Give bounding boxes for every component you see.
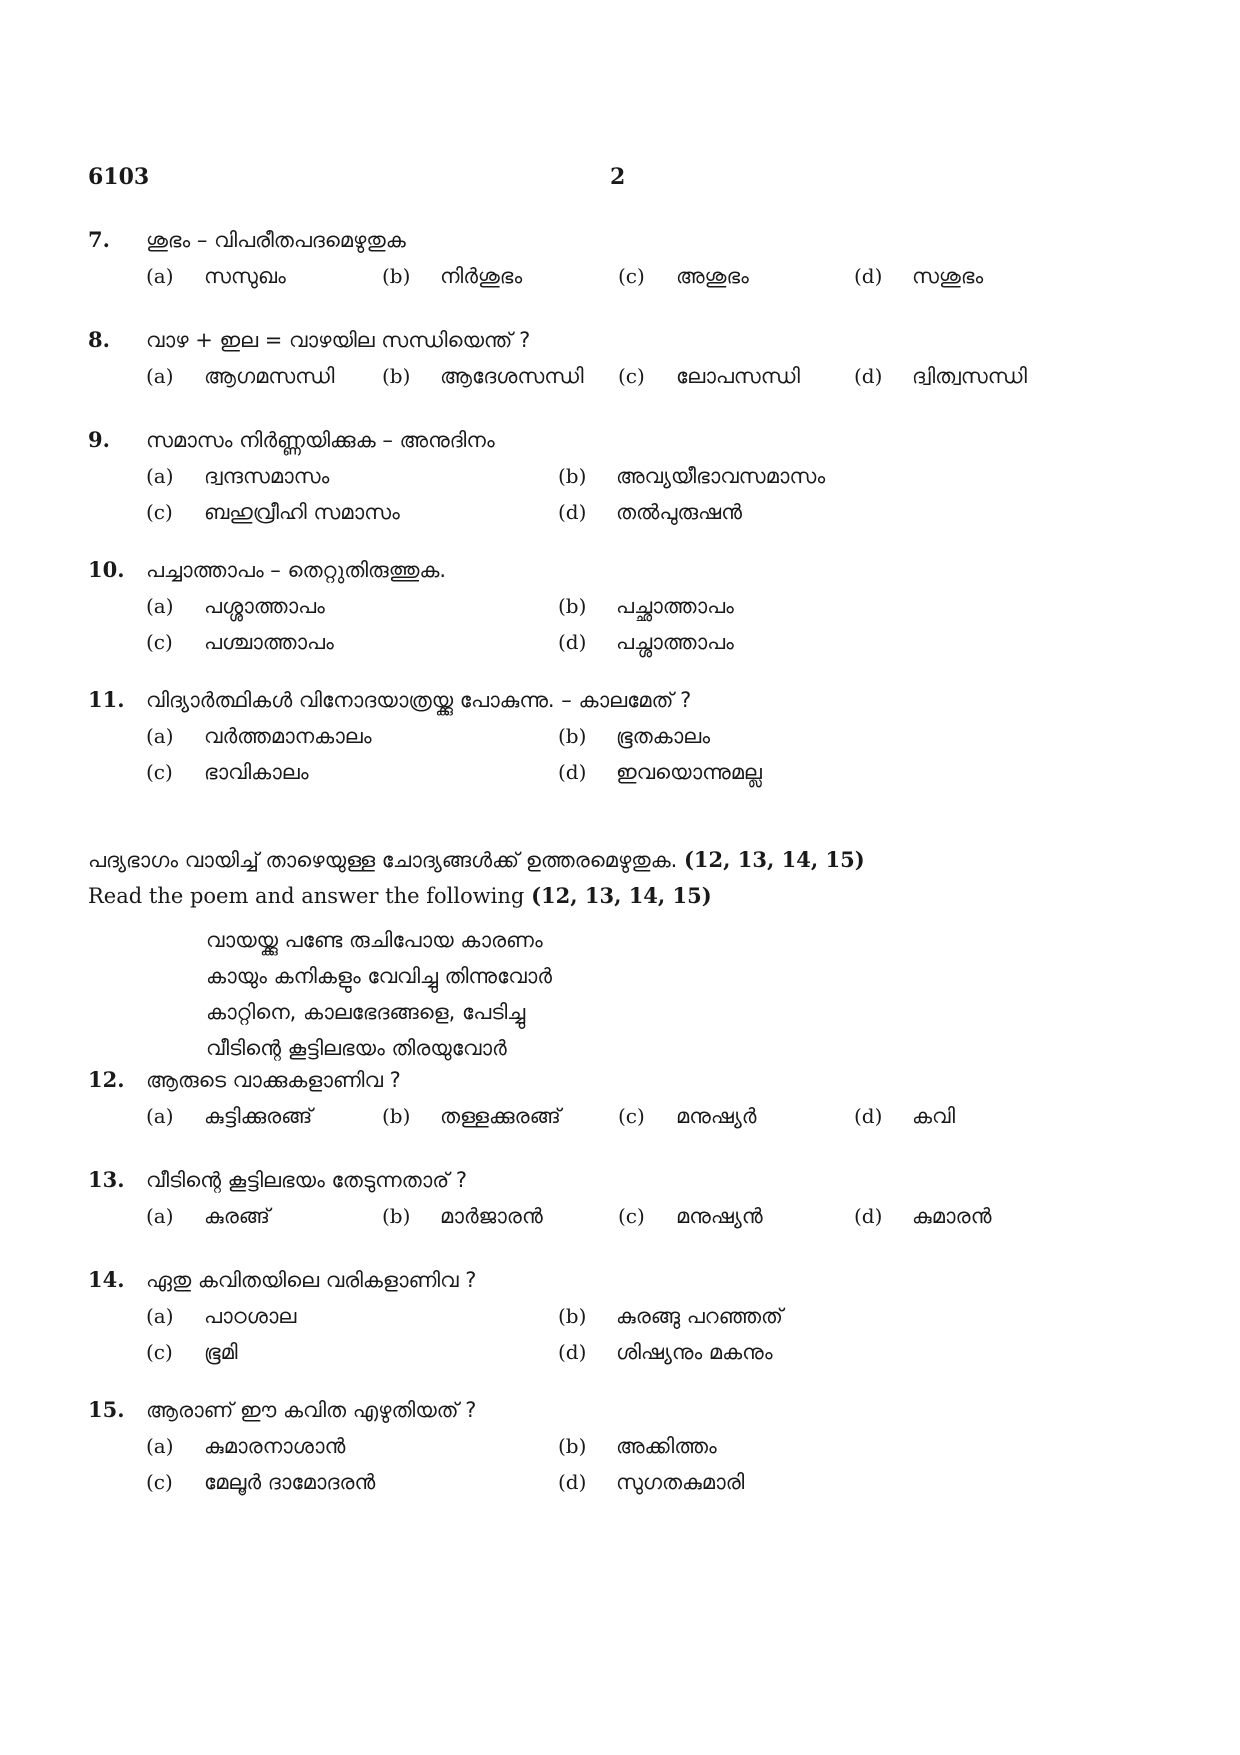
option-text: കുട്ടിക്കുരങ്ങ് <box>204 1104 313 1128</box>
option-label: (d) <box>558 760 587 784</box>
option-label: (a) <box>146 264 174 288</box>
answer-option <box>146 258 286 294</box>
page-number: 2 <box>610 164 626 190</box>
option-text: തൽപുരുഷൻ <box>616 500 742 524</box>
option-text: ആദേശസന്ധി <box>440 364 584 388</box>
instruction-ml-refs: (12, 13, 14, 15) <box>684 847 865 872</box>
option-label: (b) <box>382 1204 411 1228</box>
question-number: 10. <box>88 557 125 582</box>
question-7 <box>88 222 1168 294</box>
answer-option <box>146 1334 238 1370</box>
question-text: ആരാണ് ഈ കവിത എഴുതിയത് ? <box>146 1398 477 1422</box>
options-row <box>88 358 1168 394</box>
option-text: കുരങ്ങ് <box>204 1204 270 1228</box>
option-label: (a) <box>146 464 174 488</box>
option-label: (d) <box>854 264 883 288</box>
question-text: പച്ചാത്താപം – തെറ്റുതിരുത്തുക. <box>146 558 447 582</box>
option-text: ഭൂമി <box>204 1340 238 1364</box>
paper-code: 6103 <box>88 164 150 190</box>
option-text: അക്കിത്തം <box>616 1434 717 1458</box>
option-text: പച്ശാത്താപം <box>616 630 734 654</box>
question-11 <box>88 682 1168 790</box>
option-label: (b) <box>558 594 587 618</box>
question-9 <box>88 422 1168 530</box>
option-label: (c) <box>146 500 173 524</box>
option-label: (a) <box>146 724 174 748</box>
instruction-ml-text: പദ്യഭാഗം വായിച്ച് താഴെയുള്ള ചോദ്യങ്ങൾക്ക് ഉത്തരമെഴുതുക. <box>88 848 678 872</box>
instruction-en-refs: (12, 13, 14, 15) <box>531 883 712 908</box>
poem-line: വീടിന്റെ കൂട്ടിലഭയം തിരയുവോർ <box>206 1036 507 1060</box>
answer-option <box>854 1098 955 1134</box>
answer-option <box>618 258 749 294</box>
answer-option <box>146 624 334 660</box>
option-label: (a) <box>146 594 174 618</box>
option-label: (d) <box>854 1104 883 1128</box>
option-text: അശുഭം <box>676 264 749 288</box>
answer-option <box>146 1098 312 1134</box>
option-text: ഇവയൊന്നുമല്ല <box>616 760 762 784</box>
instruction-malayalam <box>88 842 865 878</box>
options-row <box>88 458 1168 494</box>
poem-excerpt <box>206 922 552 1066</box>
option-label: (b) <box>382 264 411 288</box>
question-number: 15. <box>88 1397 125 1422</box>
answer-option <box>854 1198 991 1234</box>
option-text: പച്ഛാത്താപം <box>616 594 734 618</box>
option-label: (b) <box>558 1304 587 1328</box>
answer-option <box>558 1334 773 1370</box>
options-row <box>88 494 1168 530</box>
answer-option <box>558 1428 717 1464</box>
answer-option <box>146 718 372 754</box>
answer-option <box>558 718 710 754</box>
options-row <box>88 1198 1168 1234</box>
option-text: ദ്വന്ദസമാസം <box>204 464 330 488</box>
option-text: കുമാരനാശാൻ <box>204 1434 346 1458</box>
option-text: പാഠശാല <box>204 1304 297 1328</box>
answer-option <box>618 358 800 394</box>
answer-option <box>558 588 734 624</box>
question-number: 7. <box>88 227 110 252</box>
options-row <box>88 718 1168 754</box>
option-label: (d) <box>558 630 587 654</box>
option-text: ഭൂതകാലം <box>616 724 711 748</box>
question-13 <box>88 1162 1168 1234</box>
option-label: (d) <box>558 1340 587 1364</box>
option-label: (c) <box>618 364 645 388</box>
option-label: (c) <box>618 1204 645 1228</box>
options-row <box>88 1334 1168 1370</box>
answer-option <box>558 1464 744 1500</box>
option-text: വർത്തമാനകാലം <box>204 724 372 748</box>
options-row <box>88 624 1168 660</box>
option-text: മനുഷ്യർ <box>676 1104 757 1128</box>
option-label: (b) <box>558 464 587 488</box>
option-text: ലോപസന്ധി <box>676 364 800 388</box>
question-12 <box>88 1062 1168 1134</box>
option-text: മേലൂർ ദാമോദരൻ <box>204 1470 376 1494</box>
question-text: ആരുടെ വാക്കുകളാണിവ ? <box>146 1068 401 1092</box>
answer-option <box>382 358 584 394</box>
answer-option <box>146 588 325 624</box>
answer-option <box>558 1298 783 1334</box>
question-14 <box>88 1262 1168 1370</box>
answer-option <box>618 1098 756 1134</box>
answer-option <box>854 358 1027 394</box>
option-text: തള്ളക്കുരങ്ങ് <box>440 1104 561 1128</box>
question-number: 8. <box>88 327 110 352</box>
answer-option <box>558 624 734 660</box>
option-text: ബഹുവ്രീഹി സമാസം <box>204 500 400 524</box>
answer-option <box>382 1098 561 1134</box>
options-row <box>88 588 1168 624</box>
option-label: (d) <box>558 500 587 524</box>
option-label: (a) <box>146 1434 174 1458</box>
answer-option <box>558 458 825 494</box>
poem-line: കാറ്റിനെ, കാലഭേദങ്ങളെ, പേടിച്ചു <box>206 1000 526 1024</box>
answer-option <box>146 1298 296 1334</box>
option-label: (c) <box>618 1104 645 1128</box>
option-text: സുഗതകുമാരി <box>616 1470 745 1494</box>
question-15 <box>88 1392 1168 1500</box>
question-text: വാഴ + ഇല = വാഴയില സന്ധിയെന്ത് ? <box>146 328 531 352</box>
answer-option <box>382 258 522 294</box>
answer-option <box>146 1198 270 1234</box>
option-label: (b) <box>558 724 587 748</box>
option-text: പശ്ചാത്താപം <box>204 630 334 654</box>
answer-option <box>146 494 400 530</box>
answer-option <box>854 258 983 294</box>
option-label: (a) <box>146 1204 174 1228</box>
answer-option <box>618 1198 763 1234</box>
poem-instructions <box>88 842 865 914</box>
option-label: (b) <box>382 1104 411 1128</box>
options-row <box>88 1428 1168 1464</box>
instruction-english <box>88 878 865 914</box>
poem-line: കായും കനികളും വേവിച്ചു തിന്നുവോർ <box>206 964 552 988</box>
question-10 <box>88 552 1168 660</box>
option-label: (b) <box>558 1434 587 1458</box>
option-text: സശുഭം <box>912 264 984 288</box>
option-label: (c) <box>146 1340 173 1364</box>
option-label: (a) <box>146 364 174 388</box>
option-text: അവ്യയീഭാവസമാസം <box>616 464 826 488</box>
option-text: കുമാരൻ <box>912 1204 992 1228</box>
option-text: പശ്ശാത്താപം <box>204 594 325 618</box>
option-text: നിർശുഭം <box>440 264 523 288</box>
option-text: കവി <box>912 1104 956 1128</box>
answer-option <box>146 754 309 790</box>
option-label: (c) <box>146 630 173 654</box>
options-row <box>88 258 1168 294</box>
option-text: ആഗമസന്ധി <box>204 364 335 388</box>
instruction-en-text: Read the poem and answer the following <box>88 884 525 908</box>
question-number: 11. <box>88 687 125 712</box>
question-text: ശുഭം – വിപരീതപദമെഴുതുക <box>146 228 406 252</box>
answer-option <box>146 458 329 494</box>
option-label: (c) <box>146 760 173 784</box>
question-8 <box>88 322 1168 394</box>
option-text: മാർജാരൻ <box>440 1204 543 1228</box>
option-text: മനുഷ്യൻ <box>676 1204 763 1228</box>
option-text: സസുഖം <box>204 264 286 288</box>
question-text: വീടിന്റെ കൂട്ടിലഭയം തേടുന്നതാര് ? <box>146 1168 467 1192</box>
options-row <box>88 754 1168 790</box>
question-number: 12. <box>88 1067 125 1092</box>
options-row <box>88 1464 1168 1500</box>
option-text: ശിഷ്യനും മകനും <box>616 1340 773 1364</box>
answer-option <box>146 1464 375 1500</box>
option-label: (d) <box>854 1204 883 1228</box>
options-row <box>88 1098 1168 1134</box>
answer-option <box>558 754 762 790</box>
question-number: 13. <box>88 1167 125 1192</box>
answer-option <box>382 1198 543 1234</box>
option-label: (d) <box>854 364 883 388</box>
answer-option <box>146 358 334 394</box>
option-label: (a) <box>146 1104 174 1128</box>
poem-line: വായയ്ക്കു പണ്ടേ രുചിപോയ കാരണം <box>206 928 543 952</box>
answer-option <box>146 1428 345 1464</box>
question-text: വിദ്യാർത്ഥികൾ വിനോദയാത്രയ്ക്കു പോകുന്നു. – കാലമേത് ? <box>146 688 692 712</box>
option-text: ദ്വിത്വസന്ധി <box>912 364 1027 388</box>
option-label: (c) <box>618 264 645 288</box>
options-row <box>88 1298 1168 1334</box>
option-text: ഭാവികാലം <box>204 760 309 784</box>
option-label: (b) <box>382 364 411 388</box>
question-number: 14. <box>88 1267 125 1292</box>
question-number: 9. <box>88 427 110 452</box>
question-text: സമാസം നിർണ്ണയിക്കുക – അനുദിനം <box>146 428 495 452</box>
question-text: ഏതു കവിതയിലെ വരികളാണിവ ? <box>146 1268 477 1292</box>
option-label: (a) <box>146 1304 174 1328</box>
answer-option <box>558 494 742 530</box>
option-label: (c) <box>146 1470 173 1494</box>
option-label: (d) <box>558 1470 587 1494</box>
option-text: കുരങ്ങു പറഞ്ഞത് <box>616 1304 783 1328</box>
